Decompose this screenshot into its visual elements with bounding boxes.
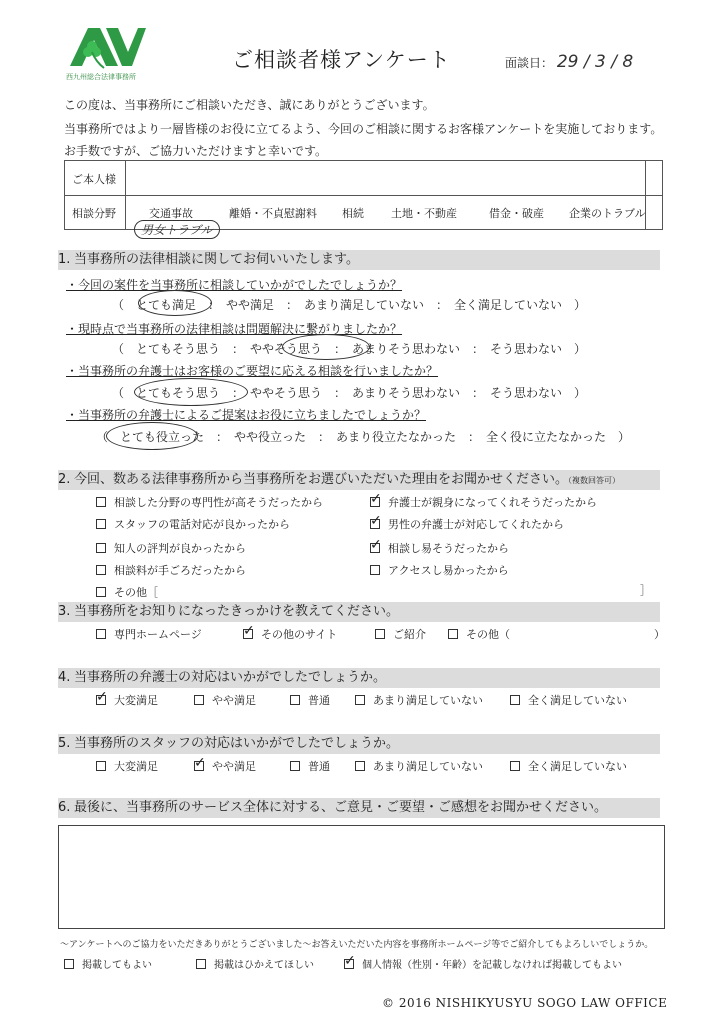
s2-right-item-3-label: アクセスし易かったから <box>388 564 509 577</box>
s2-right-item-2[interactable] <box>370 540 509 556</box>
field-label: 相談分野 <box>72 207 116 220</box>
client-name-row <box>65 161 662 196</box>
category-inheritance[interactable]: 相続 <box>342 207 364 220</box>
s2-left-item-0-label: 相談した分野の専門性が高そうだったから <box>114 496 323 509</box>
s3-item-0-label: 専門ホームページ <box>114 628 202 641</box>
q4-text: ・当事務所の弁護士によるご提案はお役に立ちましたでしょうか？ <box>66 408 427 422</box>
s3-item-0-checkbox[interactable] <box>96 629 106 639</box>
s2-left-item-3-label: 相談料が手ごろだったから <box>114 564 246 577</box>
category-real-estate[interactable]: 土地・不動産 <box>391 207 457 220</box>
s2-left-item-3[interactable] <box>96 562 246 578</box>
q3-text: ・当事務所の弁護士はお客様のご要望に応える相談を行いましたか？ <box>66 364 439 378</box>
s5-item-2[interactable] <box>290 758 330 774</box>
s4-item-1[interactable] <box>194 692 256 708</box>
q3-options[interactable]: （ とてもそう思う ： ややそう思う ： あまりそう思わない ： そう思わない ） <box>112 386 587 400</box>
section-5-number: 5. <box>58 736 71 751</box>
section-1-title: 当事務所の法律相談に関してお伺いいたします。 <box>74 252 359 267</box>
s5-item-0[interactable] <box>96 758 158 774</box>
s4-item-0[interactable] <box>96 692 158 708</box>
s2-left-item-2-label: 知人の評判が良かったから <box>114 542 246 555</box>
section-5-header <box>58 734 660 754</box>
s5-item-4[interactable] <box>510 758 627 774</box>
answer-circle-q2 <box>282 334 370 360</box>
s2-right-item-1-checkbox[interactable] <box>370 519 380 529</box>
s4-item-3-checkbox[interactable] <box>355 695 365 705</box>
s2-left-item-4[interactable] <box>96 584 158 600</box>
s2-left-item-1-checkbox[interactable] <box>96 519 106 529</box>
s2-left-item-3-checkbox[interactable] <box>96 565 106 575</box>
s5-item-1[interactable] <box>194 758 256 774</box>
client-name-label: ご本人様 <box>72 173 116 186</box>
s2-left-item-4-label: その他［ <box>114 586 158 599</box>
s2-right-item-2-checkbox[interactable] <box>370 543 380 553</box>
firm-logo <box>66 22 146 70</box>
section-3-title: 当事務所をお知りになったきっかけを教えてください。 <box>74 604 400 619</box>
footer-option-0-label: 掲載してもよい <box>82 960 152 971</box>
s2-left-item-0[interactable] <box>96 494 323 510</box>
s2-right-item-3[interactable] <box>370 562 509 578</box>
s2-right-item-0-checkbox[interactable] <box>370 497 380 507</box>
footer-option-0[interactable] <box>64 956 152 971</box>
s3-item-3-checkbox[interactable] <box>448 629 458 639</box>
section-5-title: 当事務所のスタッフの対応はいかがでしたでしょうか。 <box>74 736 400 751</box>
s2-left-item-1-label: スタッフの電話対応が良かったから <box>114 518 290 531</box>
s2-right-item-2-label: 相談し易そうだったから <box>388 542 509 555</box>
s4-item-0-checkbox[interactable] <box>96 695 106 705</box>
s4-item-2-label: 普通 <box>308 694 330 707</box>
s3-item-3[interactable] <box>448 626 510 642</box>
s3-item-1[interactable] <box>243 626 337 642</box>
section-6-number: 6. <box>58 800 71 815</box>
s5-item-3-checkbox[interactable] <box>355 761 365 771</box>
date-label: 面談日： <box>505 56 554 70</box>
footer-option-2[interactable] <box>344 956 622 971</box>
firm-name: 西九州総合法律事務所 <box>66 73 136 81</box>
s2-left-item-4-checkbox[interactable] <box>96 587 106 597</box>
s2-left-item-0-checkbox[interactable] <box>96 497 106 507</box>
footer-option-1[interactable] <box>196 956 314 971</box>
section-4-header <box>58 668 660 688</box>
q1-text: ・今回の案件を当事務所に相談していかがでしたでしょうか？ <box>66 278 403 292</box>
s3-item-2-label: ご紹介 <box>393 628 426 641</box>
s4-item-2[interactable] <box>290 692 330 708</box>
section-3-number: 3. <box>58 604 71 619</box>
copyright: © 2016 NISHIKYUSYU SOGO LAW OFFICE <box>382 996 668 1010</box>
intro-line-1: この度は、当事務所にご相談いただき、誠にありがとうございます。 <box>64 98 435 112</box>
s3-item-2-checkbox[interactable] <box>375 629 385 639</box>
s4-item-4[interactable] <box>510 692 627 708</box>
section-1-header <box>58 250 660 270</box>
footer-note: ～アンケートへのご協力をいただきありがとうございました～お答えいただいた内容を事務所ホームページ等でご紹介してもよろしいでしょうか。 <box>60 940 654 950</box>
section-6-title: 最後に、当事務所のサービス全体に対する、ご意見・ご要望・ご感想をお聞かせください。 <box>74 800 608 815</box>
s4-item-3[interactable] <box>355 692 483 708</box>
page-title: ご相談者様アンケート <box>232 48 451 72</box>
s4-item-0-label: 大変満足 <box>114 694 158 707</box>
q2-options[interactable]: （ とてもそう思う ： ややそう思う ： あまりそう思わない ： そう思わない ） <box>112 342 587 356</box>
section-1-number: 1. <box>58 252 71 267</box>
category-corporate[interactable]: 企業のトラブル <box>569 207 646 220</box>
s2-other-close: ］ <box>640 584 651 597</box>
section-6-header <box>58 798 660 818</box>
s5-item-2-label: 普通 <box>308 760 330 773</box>
footer-option-1-label: 掲載はひかえてほしい <box>214 960 314 971</box>
footer-option-2-checkbox[interactable] <box>344 959 354 969</box>
q4-options[interactable]: （ とても役立った ： やや役立った ： あまり役立たなかった ： 全く役に立たなかった ） <box>96 430 631 444</box>
s5-item-4-checkbox[interactable] <box>510 761 520 771</box>
s3-item-3-label: その他（ <box>466 628 510 641</box>
interview-date <box>505 52 633 72</box>
s2-right-item-0-label: 弁護士が親身になってくれそうだったから <box>388 496 597 509</box>
footer-option-1-checkbox[interactable] <box>196 959 206 969</box>
footer-option-2-label: 個人情報（性別・年齢）を記載しなければ掲載してもよい <box>362 960 622 971</box>
s2-right-item-3-checkbox[interactable] <box>370 565 380 575</box>
s2-left-item-1[interactable] <box>96 516 290 532</box>
q2-text: ・現時点で当事務所の法律相談は問題解決に繋がりましたか？ <box>66 322 403 336</box>
s5-item-0-label: 大変満足 <box>114 760 158 773</box>
answer-circle-q1 <box>138 290 212 316</box>
s2-right-item-1[interactable] <box>370 516 564 532</box>
s3-item-1-checkbox[interactable] <box>243 629 253 639</box>
s3-item-1-label: その他のサイト <box>261 628 338 641</box>
section-4-number: 4. <box>58 670 71 685</box>
answer-circle-q4 <box>106 422 198 450</box>
section-2-number: 2. <box>58 472 71 487</box>
s4-item-2-checkbox[interactable] <box>290 695 300 705</box>
s3-item-0[interactable] <box>96 626 202 642</box>
category-divorce[interactable]: 離婚・不貞慰謝料 <box>229 207 317 220</box>
s3-item-2[interactable] <box>375 626 426 642</box>
s4-item-3-label: あまり満足していない <box>373 694 483 707</box>
section-3-header <box>58 602 660 622</box>
comment-box[interactable] <box>58 825 665 929</box>
handwritten-field: 男女トラブル <box>134 220 220 239</box>
s5-item-1-checkbox[interactable] <box>194 761 204 771</box>
s4-item-1-label: やや満足 <box>212 694 256 707</box>
s2-right-item-0[interactable] <box>370 494 597 510</box>
section-2-note: （複数回答可） <box>568 476 621 485</box>
intro-line-2: 当事務所ではより一層皆様のお役に立てるよう、今回のご相談に関するお客様アンケートを実施しております。 <box>64 122 663 136</box>
answer-circle-q3 <box>134 378 248 406</box>
footer-option-0-checkbox[interactable] <box>64 959 74 969</box>
s4-item-4-checkbox[interactable] <box>510 695 520 705</box>
s4-item-4-label: 全く満足していない <box>528 694 627 707</box>
category-traffic[interactable]: 交通事故 <box>149 207 193 220</box>
section-2-title: 今回、数ある法律事務所から当事務所をお選びいただいた理由をお聞かせください。 <box>74 472 569 487</box>
s5-item-2-checkbox[interactable] <box>290 761 300 771</box>
s2-left-item-2-checkbox[interactable] <box>96 543 106 553</box>
date-value: 29 / 3 / 8 <box>556 52 634 72</box>
s2-right-item-1-label: 男性の弁護士が対応してくれたから <box>388 518 564 531</box>
s5-item-1-label: やや満足 <box>212 760 256 773</box>
q1-options[interactable]: （ とても満足 ： やや満足 ： あまり満足していない ： 全く満足していない ） <box>112 298 587 312</box>
s5-item-0-checkbox[interactable] <box>96 761 106 771</box>
category-debt[interactable]: 借金・破産 <box>489 207 544 220</box>
s5-item-3-label: あまり満足していない <box>373 760 483 773</box>
intro-line-3: お手数ですが、ご協力いただけますと幸いです。 <box>64 144 328 158</box>
s5-item-3[interactable] <box>355 758 483 774</box>
s3-other-close: ） <box>654 628 665 641</box>
s4-item-1-checkbox[interactable] <box>194 695 204 705</box>
section-2-header <box>58 470 660 490</box>
s2-left-item-2[interactable] <box>96 540 246 556</box>
section-4-title: 当事務所の弁護士の対応はいかがでしたでしょうか。 <box>74 670 387 685</box>
s5-item-4-label: 全く満足していない <box>528 760 627 773</box>
